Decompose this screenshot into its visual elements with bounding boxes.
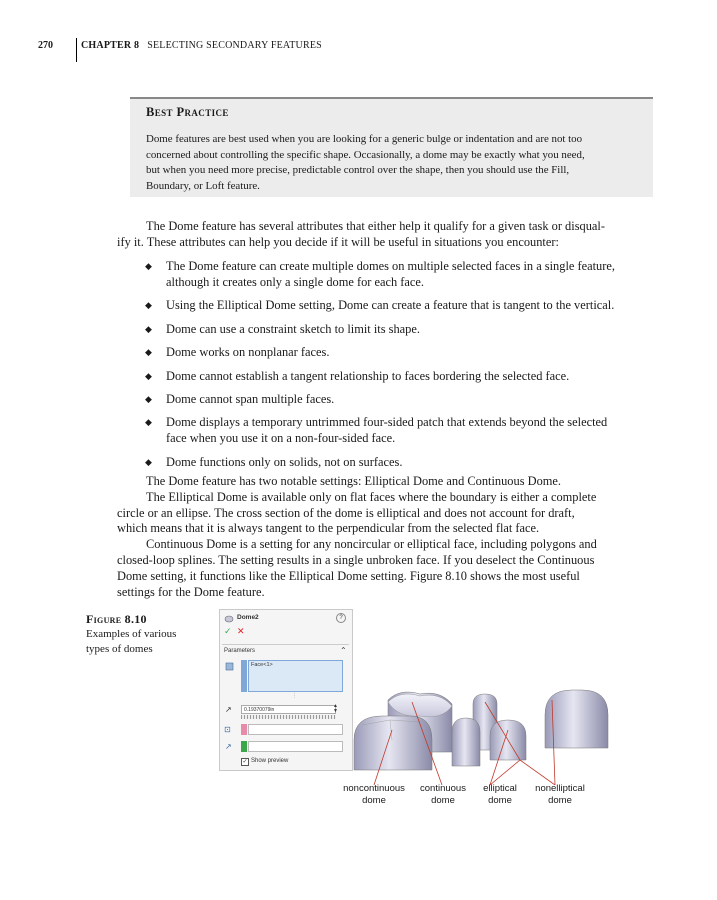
settings-paragraphs xyxy=(117,474,653,600)
ok-button[interactable]: ✓ xyxy=(224,626,232,636)
chapter-number: CHAPTER 8 xyxy=(81,40,140,51)
direction-arrow-icon: ↗ xyxy=(225,742,232,751)
callout-noncontinuous: noncontinuous dome xyxy=(343,783,405,806)
elliptical-dome-small xyxy=(452,718,480,766)
page-number: 270 xyxy=(38,40,53,51)
diamond-bullet-icon: ◆ xyxy=(145,300,152,311)
figure-caption-line: Examples of various xyxy=(86,628,177,640)
paragraph: Continuous Dome is a setting for any noncircular or elliptical face, including polygons and closed-loop splines. The setting results in a single unbroken face. If you deselect the Continuous Dome setting, it functions like the Elliptical Dome setting. Figure 8.10 shows the most useful settings for the Dome feature. xyxy=(117,537,597,599)
figure-caption xyxy=(86,612,176,657)
list-item: ◆ Dome can use a constraint sketch to limit its shape. xyxy=(145,321,420,336)
panel-title: Dome2 xyxy=(237,614,259,621)
distance-spinner[interactable]: ▲ ▼ xyxy=(333,703,338,714)
list-item: ◆ Using the Elliptical Dome setting, Dome can create a feature that is tangent to the vertical. xyxy=(145,298,615,313)
direction-color-bar xyxy=(241,741,247,752)
show-preview-checkbox[interactable]: ✓ xyxy=(242,759,248,765)
best-practice-title: Best Practice xyxy=(146,105,229,119)
diamond-bullet-icon: ◆ xyxy=(145,323,152,334)
list-item: ◆ Dome cannot establish a tangent relationship to faces bordering the selected face. xyxy=(145,368,570,383)
face-selection-box[interactable] xyxy=(248,660,343,692)
nonelliptical-dome xyxy=(545,690,608,748)
best-practice-line: concerned about controlling the specific shape. Occasionally, a dome may be exactly what you need, xyxy=(146,148,585,161)
diamond-bullet-icon: ◆ xyxy=(145,370,152,381)
intro-line: ify it. These attributes can help you decide if it will be useful in situations you encounter: xyxy=(117,235,559,249)
chapter-title: SELECTING SECONDARY FEATURES xyxy=(147,40,322,51)
list-item: ◆ Dome functions only on solids, not on surfaces. xyxy=(145,454,403,469)
attribute-list xyxy=(145,258,655,477)
list-item: ◆ Dome works on nonplanar faces. xyxy=(145,345,330,360)
diamond-bullet-icon: ◆ xyxy=(145,261,152,271)
intro-line: The Dome feature has several attributes that either help it qualify for a given task or disqual- xyxy=(146,219,605,233)
running-header xyxy=(38,40,72,51)
face-item[interactable]: Face<1> xyxy=(251,662,273,668)
best-practice-text xyxy=(146,132,637,194)
callout-nonelliptical: nonelliptical dome xyxy=(535,783,585,806)
distance-input[interactable]: 0.19370079in xyxy=(241,705,336,714)
distance-slider[interactable] xyxy=(241,715,336,719)
show-preview-label: Show preview xyxy=(251,758,289,764)
diamond-bullet-icon: ◆ xyxy=(145,347,152,358)
intro-paragraph xyxy=(117,218,653,250)
selection-color-bar xyxy=(241,660,247,692)
paragraph: The Dome feature has two notable settings: Elliptical Dome and Continuous Dome. xyxy=(146,474,561,488)
chapter-heading xyxy=(81,40,322,51)
list-item: ◆ The Dome feature can create multiple domes on multiple selected faces in a single feature, although it creates only a single dome for each face. xyxy=(145,259,615,289)
best-practice-box xyxy=(130,97,653,197)
list-item: ◆ Dome cannot span multiple faces. xyxy=(145,391,335,406)
diamond-bullet-icon: ◆ xyxy=(145,456,152,467)
diamond-bullet-icon: ◆ xyxy=(145,393,152,404)
paragraph: The Elliptical Dome is available only on flat faces where the boundary is either a complete circle or an ellipse. The cross section of the dome is elliptical and does not account for draft, which means that it is always tangent to the perpendicular from the selected flat face. xyxy=(117,489,597,536)
resize-handle-icon[interactable]: ⋮ xyxy=(292,693,297,699)
header-divider xyxy=(76,38,77,62)
direction-box[interactable] xyxy=(248,741,343,752)
distance-arrow-icon: ↗ xyxy=(225,705,232,714)
divider xyxy=(222,644,349,645)
domes-illustration xyxy=(340,680,620,785)
best-practice-line: Dome features are best used when you are looking for a generic bulge or indentation and are not too xyxy=(146,133,583,145)
callout-elliptical: elliptical dome xyxy=(483,783,517,806)
dome-property-panel xyxy=(219,609,353,771)
constraint-sketch-box[interactable] xyxy=(248,724,343,735)
callout-continuous: continuous dome xyxy=(420,783,466,806)
best-practice-line: but when you need more precise, predictable control over the shape, then you should use the Fill, xyxy=(146,164,570,177)
diamond-bullet-icon: ◆ xyxy=(145,417,152,428)
constraint-color-bar xyxy=(241,724,247,735)
list-item: ◆ Dome displays a temporary untrimmed four-sided patch that extends beyond the selected face when you use it on a non-four-sided face. xyxy=(145,415,608,446)
collapse-chevron-icon[interactable]: ⌃ xyxy=(340,646,347,655)
constraint-sketch-icon: ⊡ xyxy=(224,725,231,734)
dome-feature-icon xyxy=(224,613,234,623)
help-icon[interactable]: ? xyxy=(336,613,346,623)
face-select-icon xyxy=(225,662,234,671)
figure-caption-line: types of domes xyxy=(86,643,153,655)
cancel-button[interactable]: ✕ xyxy=(237,626,245,636)
best-practice-line: Boundary, or Loft feature. xyxy=(146,179,260,192)
parameters-section-label: Parameters xyxy=(224,648,256,654)
figure-number: Figure 8.10 xyxy=(86,612,147,626)
